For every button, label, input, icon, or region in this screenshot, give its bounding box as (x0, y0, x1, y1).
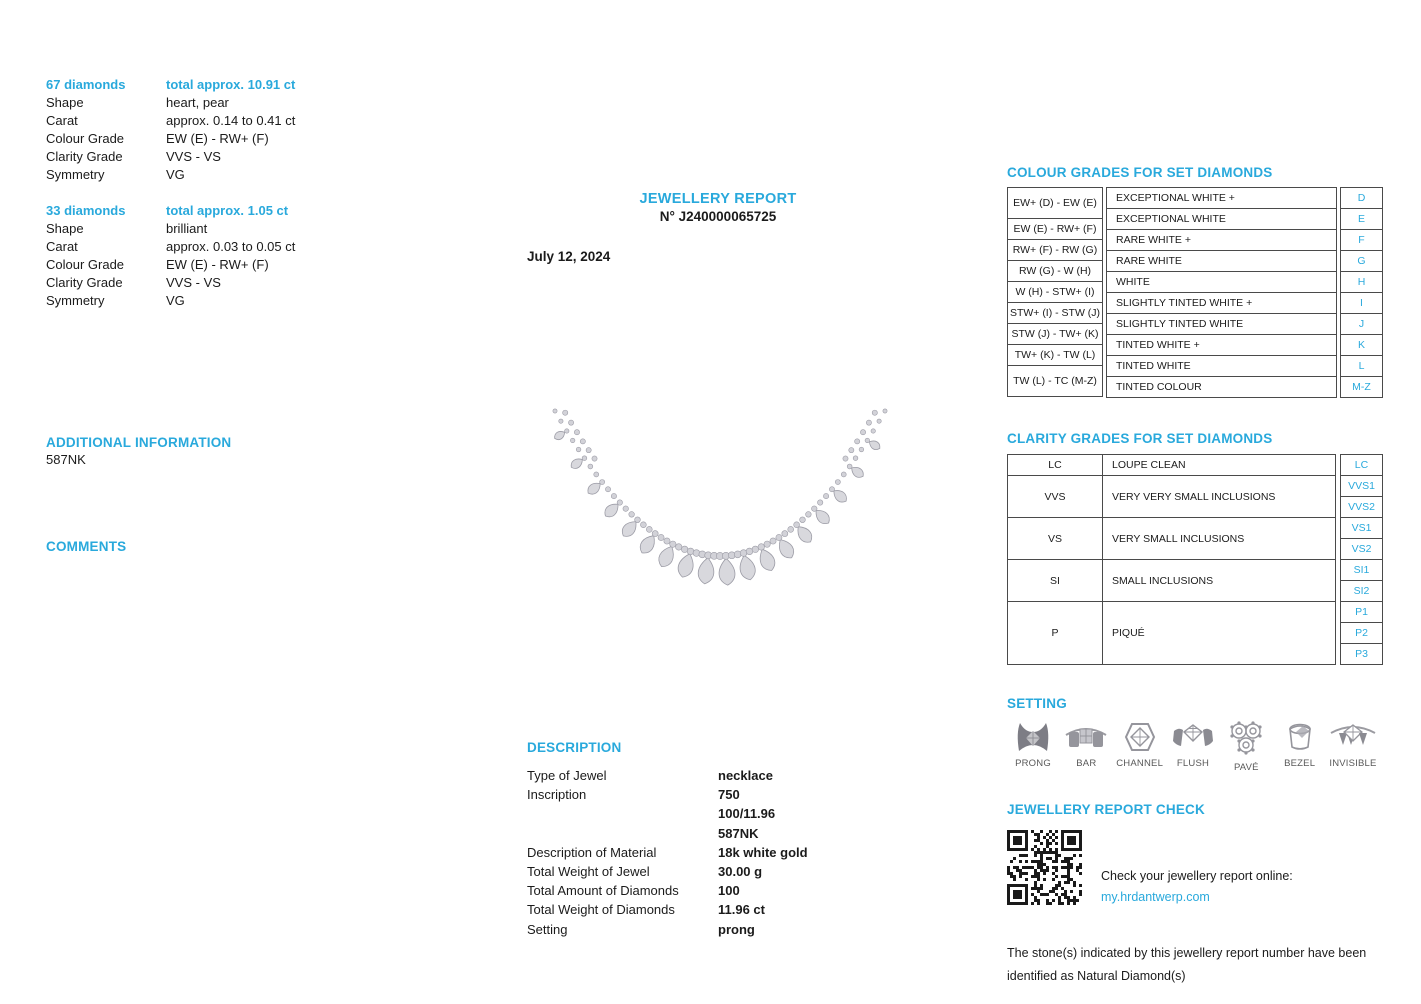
clarity-name: VERY SMALL INCLUSIONS (1102, 517, 1336, 560)
colour-letter: I (1340, 292, 1383, 314)
report-check-block (1007, 830, 1383, 908)
setting-type-bezel (1274, 719, 1326, 773)
check-online-text: Check your jewellery report online: (1101, 869, 1293, 883)
clarity-box: VVS2 (1340, 496, 1383, 518)
diamond-total-carat: total approx. 10.91 ct (166, 77, 296, 92)
clarity-code: SI (1007, 559, 1103, 602)
setting-type-prong (1007, 719, 1059, 773)
symmetry-label: Symmetry (46, 167, 105, 182)
report-check-link[interactable]: my.hrdantwerp.com (1101, 890, 1210, 904)
clarity-code: VVS (1007, 475, 1103, 518)
colour-name: TINTED WHITE + (1106, 334, 1337, 356)
clarity-grades-heading: CLARITY GRADES FOR SET DIAMONDS (1007, 431, 1273, 446)
inscription-line: 587NK (718, 825, 759, 841)
jewel-weight-label: Total Weight of Jewel (527, 864, 650, 880)
colour-name: SLIGHTLY TINTED WHITE + (1106, 292, 1337, 314)
type-of-jewel-value: necklace (718, 768, 773, 783)
report-title-block (498, 191, 938, 224)
natural-diamond-note: The stone(s) indicated by this jewellery report number have been identified as Natural Diamond(s) (1007, 946, 1367, 983)
colour-name: RARE WHITE (1106, 250, 1337, 272)
material-value: 18k white gold (718, 844, 808, 860)
symmetry-label: Symmetry (46, 293, 105, 308)
colour-name: TINTED COLOUR (1106, 376, 1337, 398)
clarity-grade-value: VVS - VS (166, 275, 221, 290)
qr-code (1007, 830, 1082, 905)
setting-type-bar (1060, 719, 1112, 773)
symmetry-value: VG (166, 167, 185, 182)
colour-letter: K (1340, 334, 1383, 356)
colour-name: TINTED WHITE (1106, 355, 1337, 377)
colour-name-column (1106, 187, 1337, 398)
report-number: N° J240000065725 (659, 209, 777, 224)
additional-information-section (46, 435, 231, 467)
colour-grade-label: Colour Grade (46, 131, 125, 146)
shape-label: Shape (46, 95, 84, 110)
clarity-box: P1 (1340, 601, 1383, 623)
colour-range: RW+ (F) - RW (G) (1007, 239, 1103, 261)
shape-value: brilliant (166, 221, 208, 236)
diamond-group-1 (46, 76, 295, 184)
channel-setting-icon (1118, 719, 1162, 755)
colour-letter: M-Z (1340, 376, 1383, 398)
colour-letter: J (1340, 313, 1383, 335)
clarity-grades-table (1007, 454, 1383, 665)
clarity-name: SMALL INCLUSIONS (1102, 559, 1336, 602)
flush-setting-icon (1171, 719, 1215, 755)
report-title: JEWELLERY REPORT (639, 191, 797, 207)
jewel-weight-value: 30.00 g (718, 864, 763, 880)
colour-name: SLIGHTLY TINTED WHITE (1106, 313, 1337, 335)
colour-letter-column (1340, 187, 1383, 398)
colour-range: STW (J) - TW+ (K) (1007, 323, 1103, 345)
colour-letter: D (1340, 187, 1383, 209)
setting-type-label: INVISIBLE (1329, 758, 1377, 769)
clarity-box: P2 (1340, 622, 1383, 644)
clarity-box-column (1340, 454, 1383, 665)
colour-range-column (1007, 187, 1103, 398)
setting-label: Setting (527, 921, 568, 937)
additional-information-value: 587NK (46, 452, 86, 467)
clarity-box: P3 (1340, 643, 1383, 665)
symmetry-value: VG (166, 293, 185, 308)
setting-heading: SETTING (1007, 696, 1067, 711)
clarity-box: VS2 (1340, 538, 1383, 560)
pave-setting-icon (1224, 719, 1268, 759)
prong-setting-icon (1011, 719, 1055, 755)
clarity-name: PIQUÉ (1102, 601, 1336, 665)
necklace-image (520, 398, 920, 633)
setting-type-label: BEZEL (1284, 758, 1316, 769)
setting-type-label: CHANNEL (1116, 758, 1164, 769)
carat-value: approx. 0.14 to 0.41 ct (166, 113, 296, 128)
colour-name: EXCEPTIONAL WHITE + (1106, 187, 1337, 209)
colour-grades-table (1007, 187, 1383, 398)
colour-grade-value: EW (E) - RW+ (F) (166, 131, 269, 146)
colour-letter: H (1340, 271, 1383, 293)
additional-information-heading: ADDITIONAL INFORMATION (46, 435, 232, 450)
comments-section (46, 539, 126, 554)
shape-value: heart, pear (166, 95, 229, 110)
report-check-heading: JEWELLERY REPORT CHECK (1007, 802, 1205, 817)
inscription-label: Inscription (527, 787, 587, 803)
colour-name: EXCEPTIONAL WHITE (1106, 208, 1337, 230)
setting-icons-row (1007, 719, 1379, 773)
inscription-line: 100/11.96 (718, 806, 776, 822)
colour-letter: E (1340, 208, 1383, 230)
clarity-box: LC (1340, 454, 1383, 476)
clarity-box: SI2 (1340, 580, 1383, 602)
clarity-code: LC (1007, 454, 1103, 476)
colour-range: TW+ (K) - TW (L) (1007, 344, 1103, 366)
colour-grades-heading: COLOUR GRADES FOR SET DIAMONDS (1007, 165, 1273, 180)
type-of-jewel-label: Type of Jewel (527, 768, 607, 783)
setting-type-flush (1167, 719, 1219, 773)
carat-label: Carat (46, 113, 78, 128)
diamond-total-carat: total approx. 1.05 ct (166, 203, 289, 218)
clarity-main-column (1007, 454, 1336, 665)
diamond-weight-value: 11.96 ct (718, 902, 765, 918)
colour-letter: F (1340, 229, 1383, 251)
colour-range: EW+ (D) - EW (E) (1007, 187, 1103, 219)
clarity-grade-label: Clarity Grade (46, 149, 123, 164)
diamond-group-2 (46, 202, 295, 310)
invisible-setting-icon (1329, 719, 1377, 755)
material-label: Description of Material (527, 844, 657, 860)
clarity-name: LOUPE CLEAN (1102, 454, 1336, 476)
colour-grade-value: EW (E) - RW+ (F) (166, 257, 269, 272)
diamond-amount-label: Total Amount of Diamonds (527, 883, 679, 899)
diamond-amount-value: 100 (718, 883, 740, 899)
colour-range: RW (G) - W (H) (1007, 260, 1103, 282)
setting-type-pave (1220, 719, 1272, 773)
diamond-count: 67 diamonds (46, 77, 126, 92)
clarity-box: VS1 (1340, 517, 1383, 539)
colour-letter: G (1340, 250, 1383, 272)
setting-type-label: PRONG (1015, 758, 1051, 769)
shape-label: Shape (46, 221, 84, 236)
setting-type-channel (1114, 719, 1166, 773)
clarity-box: VVS1 (1340, 475, 1383, 497)
colour-name: WHITE (1106, 271, 1337, 293)
colour-range: W (H) - STW+ (I) (1007, 281, 1103, 303)
setting-type-label: PAVÉ (1233, 762, 1259, 773)
comments-heading: COMMENTS (46, 539, 127, 554)
setting-type-invisible (1327, 719, 1379, 773)
clarity-grade-value: VVS - VS (166, 149, 221, 164)
setting-type-label: BAR (1076, 758, 1097, 769)
diamond-weight-label: Total Weight of Diamonds (527, 902, 675, 918)
colour-range: TW (L) - TC (M-Z) (1007, 365, 1103, 397)
bar-setting-icon (1064, 719, 1108, 755)
clarity-code: P (1007, 601, 1103, 665)
colour-grade-label: Colour Grade (46, 257, 125, 272)
carat-value: approx. 0.03 to 0.05 ct (166, 239, 296, 254)
colour-letter: L (1340, 355, 1383, 377)
setting-value: prong (718, 921, 755, 937)
description-heading: DESCRIPTION (527, 740, 622, 755)
clarity-grade-label: Clarity Grade (46, 275, 123, 290)
carat-label: Carat (46, 239, 78, 254)
clarity-name: VERY VERY SMALL INCLUSIONS (1102, 475, 1336, 518)
inscription-values (718, 785, 775, 843)
bezel-setting-icon (1278, 719, 1322, 755)
right-column (1007, 165, 1383, 988)
report-date: July 12, 2024 (527, 249, 611, 264)
setting-type-label: FLUSH (1176, 758, 1210, 769)
description-section (527, 740, 808, 939)
clarity-code: VS (1007, 517, 1103, 560)
colour-name: RARE WHITE + (1106, 229, 1337, 251)
clarity-box: SI1 (1340, 559, 1383, 581)
inscription-line: 750 (718, 787, 740, 803)
diamond-count: 33 diamonds (46, 203, 126, 218)
colour-range: EW (E) - RW+ (F) (1007, 218, 1103, 240)
colour-range: STW+ (I) - STW (J) (1007, 302, 1103, 324)
